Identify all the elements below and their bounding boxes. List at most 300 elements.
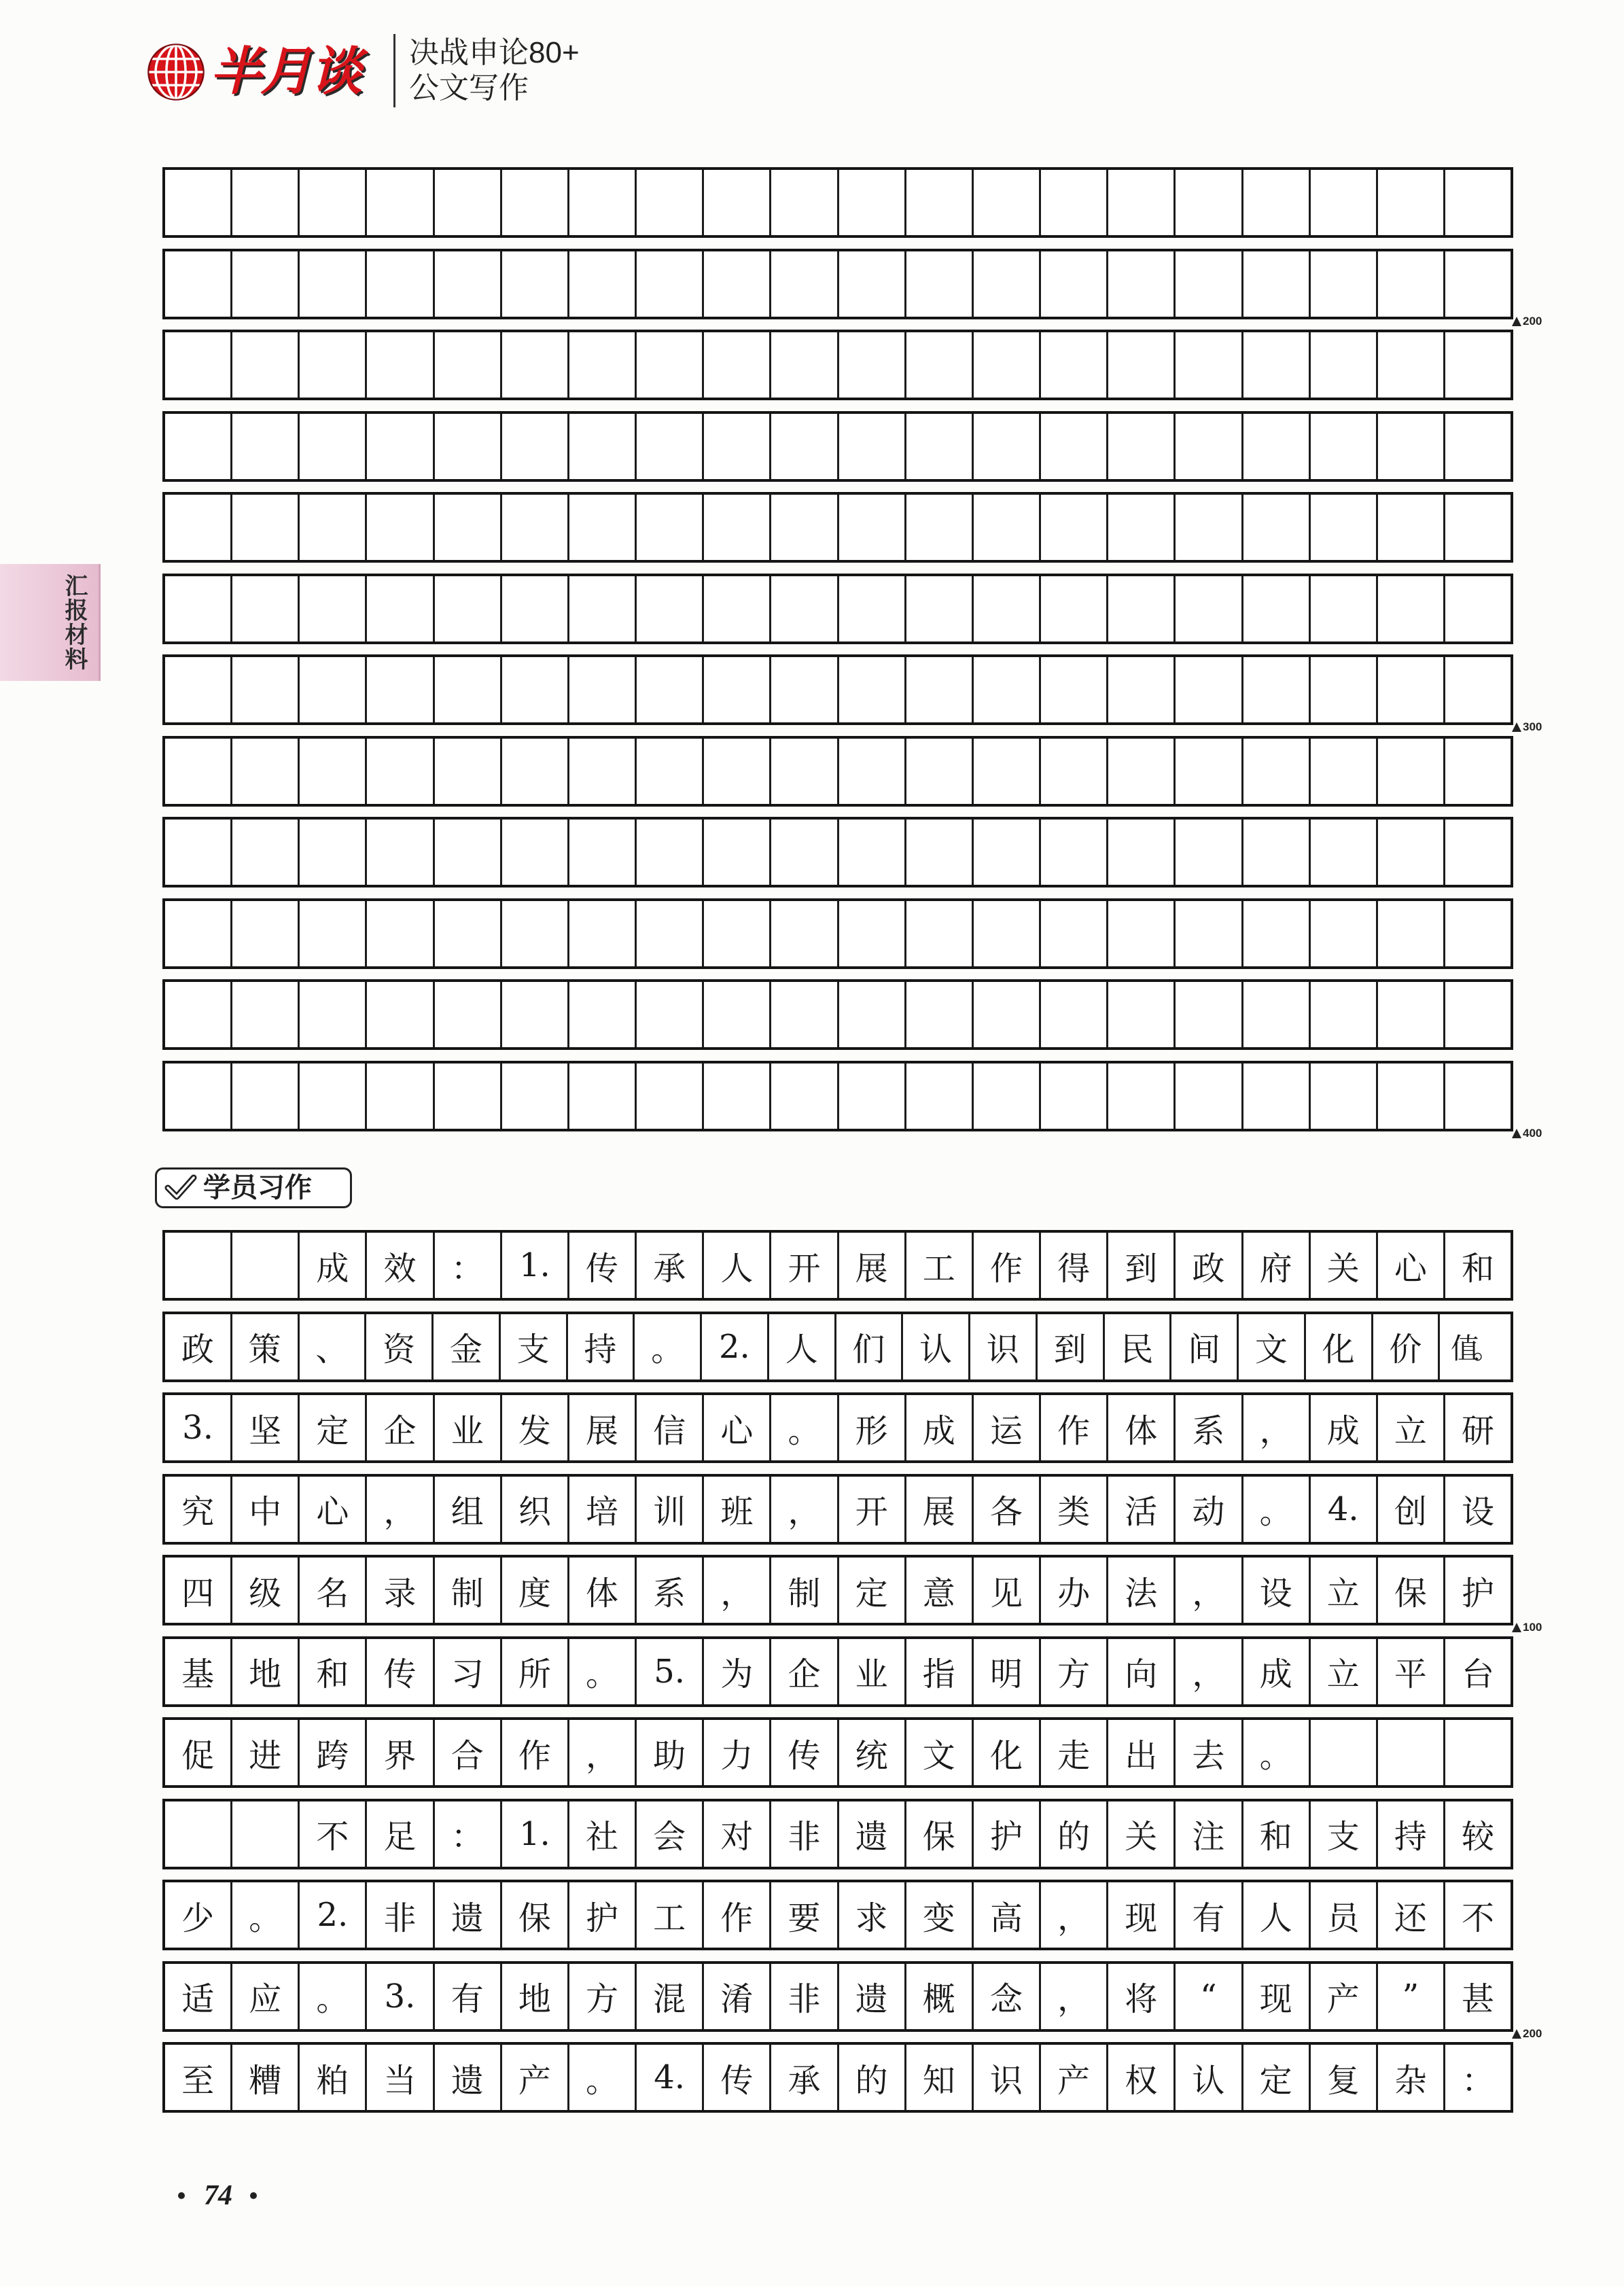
grid-cell: 地 <box>500 1964 567 2029</box>
blank-cell <box>702 820 769 885</box>
grid-cell: 到 <box>1106 1233 1173 1298</box>
grid-cell: 文 <box>1237 1314 1304 1379</box>
blank-cell <box>1173 820 1241 885</box>
grid-cell: ： <box>1443 2045 1511 2110</box>
grid-cell: 究 <box>181 1493 215 1531</box>
blank-cell <box>230 576 298 641</box>
grid-cell: 展 <box>567 1395 635 1460</box>
page-number-dot-left <box>178 2192 185 2199</box>
logo-text: 半月谈 <box>210 43 361 101</box>
grid-cell: 习 <box>433 1639 500 1704</box>
grid-cell: 开 <box>837 1477 904 1542</box>
grid-row <box>162 1636 1513 1707</box>
grid-cell: 3. <box>182 1409 213 1447</box>
grid-cell: 念 <box>972 1964 1039 2029</box>
blank-cell <box>635 820 702 885</box>
blank-cell <box>433 1063 500 1129</box>
blank-cell <box>1039 414 1106 479</box>
grid-cell: 现 <box>1106 1882 1173 1948</box>
grid-cell: 求 <box>837 1882 904 1948</box>
blank-cell <box>1241 901 1309 966</box>
grid-cell: 到 <box>1036 1314 1103 1379</box>
blank-cell <box>298 1063 365 1129</box>
grid-cell: 认 <box>1173 2045 1241 2110</box>
grid-cell: 适 <box>181 1980 215 2018</box>
grid-cell: 工 <box>904 1233 972 1298</box>
blank-cell <box>500 901 567 966</box>
grid-cell: ， <box>702 1558 769 1623</box>
blank-cell <box>1241 576 1309 641</box>
blank-cell <box>230 739 298 804</box>
grid-row <box>162 1312 1513 1382</box>
triangle-up-icon <box>1512 2029 1521 2039</box>
char-count-label: 200 <box>1523 314 1542 328</box>
blank-cell <box>837 901 904 966</box>
blank-cell <box>1376 495 1443 560</box>
blank-cell <box>635 332 702 398</box>
grid-cell: 办 <box>1039 1558 1106 1623</box>
blank-cell <box>837 332 904 398</box>
blank-cell <box>1309 332 1376 398</box>
blank-cell <box>1443 495 1511 560</box>
blank-cell <box>230 495 298 560</box>
blank-cell <box>1241 739 1309 804</box>
blank-cell <box>972 657 1039 722</box>
blank-cell <box>1376 982 1443 1047</box>
blank-cell <box>1443 170 1511 235</box>
grid-cell: 非 <box>365 1882 432 1948</box>
blank-cell <box>1039 1063 1106 1129</box>
blank-cell <box>702 251 769 317</box>
blank-cell <box>972 820 1039 885</box>
blank-cell <box>769 1063 836 1129</box>
grid-cell: 开 <box>769 1233 836 1298</box>
grid-cell: ： <box>433 1233 500 1298</box>
blank-cell <box>298 657 365 722</box>
blank-cell <box>1241 170 1309 235</box>
blank-cell <box>1039 251 1106 317</box>
grid-cell: 价 <box>1371 1314 1438 1379</box>
grid-cell: 。 <box>1241 1720 1309 1785</box>
grid-row <box>162 1799 1513 1869</box>
blank-cell <box>1039 576 1106 641</box>
blank-cell <box>298 332 365 398</box>
blank-cell <box>230 332 298 398</box>
blank-cell <box>230 414 298 479</box>
blank-cell <box>702 657 769 722</box>
blank-cell <box>635 170 702 235</box>
grid-cell: ， <box>1241 1395 1309 1460</box>
blank-cell <box>1106 739 1173 804</box>
blank-cell <box>1106 657 1173 722</box>
grid-cell: 作 <box>702 1882 769 1948</box>
blank-cell <box>165 576 230 641</box>
grid-cell: 关 <box>1309 1233 1376 1298</box>
blank-cell <box>1309 170 1376 235</box>
grid-cell: 支 <box>499 1314 566 1379</box>
grid-cell: 承 <box>769 2045 836 2110</box>
grid-cell: ， <box>567 1720 635 1785</box>
blank-cell <box>230 901 298 966</box>
blank-cell <box>1241 1063 1309 1129</box>
student-essay-grid <box>162 1230 1542 2113</box>
blank-cell <box>1106 332 1173 398</box>
grid-cell: 名 <box>298 1558 365 1623</box>
blank-cell <box>1173 251 1241 317</box>
blank-cell <box>904 739 972 804</box>
grid-row <box>162 736 1513 807</box>
blank-cell <box>702 576 769 641</box>
grid-cell: 护 <box>1443 1558 1511 1623</box>
blank-cell <box>635 495 702 560</box>
blank-cell <box>1106 414 1173 479</box>
grid-cell: 社 <box>567 1801 635 1867</box>
blank-cell <box>1106 1063 1173 1129</box>
grid-cell: 工 <box>635 1882 702 1948</box>
grid-cell: 不 <box>1443 1882 1511 1948</box>
grid-cell: 作 <box>1039 1395 1106 1460</box>
blank-cell <box>635 901 702 966</box>
grid-cell: 成 <box>1309 1395 1376 1460</box>
blank-cell <box>500 1063 567 1129</box>
blank-cell <box>904 576 972 641</box>
blank-cell <box>500 170 567 235</box>
blank-cell <box>1039 170 1106 235</box>
grid-cell: 界 <box>365 1720 432 1785</box>
blank-cell <box>433 739 500 804</box>
blank-cell <box>165 901 230 966</box>
blank-cell <box>837 820 904 885</box>
grid-cell: 业 <box>837 1639 904 1704</box>
grid-cell: 持 <box>566 1314 633 1379</box>
blank-cell <box>1039 739 1106 804</box>
blank-cell <box>702 170 769 235</box>
blank-cell <box>1376 251 1443 317</box>
grid-cell: 粕 <box>298 2045 365 2110</box>
grid-cell: 保 <box>904 1801 972 1867</box>
blank-cell <box>1241 820 1309 885</box>
grid-cell: 作 <box>500 1720 567 1785</box>
blank-cell <box>365 982 432 1047</box>
grid-cell: 应 <box>230 1964 298 2029</box>
grid-cell: 促 <box>181 1736 215 1775</box>
blank-cell <box>500 251 567 317</box>
blank-cell <box>567 414 635 479</box>
blank-cell <box>165 495 230 560</box>
grid-cell: 复 <box>1309 2045 1376 2110</box>
blank-cell <box>230 170 298 235</box>
blank-cell <box>635 414 702 479</box>
blank-cell <box>904 901 972 966</box>
blank-cell <box>1443 332 1511 398</box>
grid-cell: 间 <box>1169 1314 1237 1379</box>
blank-cell <box>1106 495 1173 560</box>
globe-icon <box>146 42 206 102</box>
blank-cell <box>1106 251 1173 317</box>
grid-cell: 四 <box>181 1574 215 1613</box>
grid-cell: 合 <box>433 1720 500 1785</box>
grid-cell: 类 <box>1039 1477 1106 1542</box>
blank-cell <box>972 495 1039 560</box>
blank-cell <box>1309 414 1376 479</box>
grid-cell: 产 <box>500 2045 567 2110</box>
section-badge <box>155 1167 352 1208</box>
blank-cell <box>298 414 365 479</box>
grid-cell: 和 <box>1241 1801 1309 1867</box>
grid-row <box>162 330 1513 400</box>
grid-cell <box>165 1801 230 1867</box>
grid-cell: 保 <box>1376 1558 1443 1623</box>
grid-cell: 资 <box>364 1314 431 1379</box>
blank-cell <box>1039 982 1106 1047</box>
blank-cell <box>500 495 567 560</box>
grid-cell: 识 <box>972 2045 1039 2110</box>
grid-cell: 护 <box>972 1801 1039 1867</box>
blank-cell <box>1443 1063 1511 1129</box>
grid-cell: 展 <box>837 1233 904 1298</box>
grid-cell: 。 <box>1241 1477 1309 1542</box>
blank-cell <box>1039 332 1106 398</box>
grid-cell: 动 <box>1173 1477 1241 1542</box>
char-count-label: 200 <box>1523 2026 1542 2040</box>
blank-cell <box>298 901 365 966</box>
blank-cell <box>837 170 904 235</box>
grid-row <box>162 1880 1513 1950</box>
char-count-label: 400 <box>1523 1126 1542 1140</box>
blank-cell <box>769 739 836 804</box>
grid-cell: 立 <box>1309 1558 1376 1623</box>
blank-cell <box>298 170 365 235</box>
blank-cell <box>769 170 836 235</box>
grid-cell: 会 <box>635 1801 702 1867</box>
grid-cell: 支 <box>1309 1801 1376 1867</box>
grid-cell: 各 <box>972 1477 1039 1542</box>
blank-cell <box>365 657 432 722</box>
grid-cell: 传 <box>702 2045 769 2110</box>
blank-cell <box>567 251 635 317</box>
blank-cell <box>567 657 635 722</box>
grid-cell: ， <box>1039 1882 1106 1948</box>
grid-cell: 民 <box>1103 1314 1170 1379</box>
grid-cell: 。 <box>567 1639 635 1704</box>
grid-cell: 文 <box>904 1720 972 1785</box>
grid-cell: 和 <box>1443 1233 1511 1298</box>
blank-cell <box>904 982 972 1047</box>
blank-cell <box>165 1063 230 1129</box>
grid-cell: 。 <box>298 1964 365 2029</box>
grid-cell: 知 <box>904 2045 972 2110</box>
grid-cell: 指 <box>904 1639 972 1704</box>
grid-cell: 台 <box>1443 1639 1511 1704</box>
grid-cell: 注 <box>1173 1801 1241 1867</box>
triangle-up-icon <box>1512 1129 1521 1138</box>
blank-cell <box>165 414 230 479</box>
blank-cell <box>433 576 500 641</box>
grid-cell: 4. <box>635 2045 702 2110</box>
grid-cell: 承 <box>635 1233 702 1298</box>
grid-row <box>162 411 1513 482</box>
grid-cell: 对 <box>702 1801 769 1867</box>
grid-cell: 方 <box>1039 1639 1106 1704</box>
grid-row <box>162 1717 1513 1788</box>
blank-cell <box>1173 414 1241 479</box>
blank-cell <box>769 332 836 398</box>
blank-cell <box>972 576 1039 641</box>
grid-cell: 3. <box>365 1964 432 2029</box>
grid-cell: 制 <box>433 1558 500 1623</box>
grid-cell: 班 <box>702 1477 769 1542</box>
grid-cell: 得 <box>1039 1233 1106 1298</box>
grid-cell: 传 <box>365 1639 432 1704</box>
grid-cell: ， <box>1173 1639 1241 1704</box>
grid-cell: 活 <box>1106 1477 1173 1542</box>
grid-cell: 关 <box>1106 1801 1173 1867</box>
grid-cell: 策 <box>230 1314 298 1379</box>
grid-cell: 录 <box>365 1558 432 1623</box>
blank-cell <box>1039 657 1106 722</box>
grid-cell: ， <box>365 1477 432 1542</box>
grid-cell: ： <box>433 1801 500 1867</box>
blank-cell <box>1241 251 1309 317</box>
blank-cell <box>904 657 972 722</box>
grid-cell: 立 <box>1376 1395 1443 1460</box>
grid-cell: 保 <box>500 1882 567 1948</box>
blank-cell <box>1173 739 1241 804</box>
grid-cell: 为 <box>702 1639 769 1704</box>
blank-cell <box>365 332 432 398</box>
blank-cell <box>837 251 904 317</box>
blank-cell <box>500 739 567 804</box>
grid-cell: 产 <box>1039 2045 1106 2110</box>
char-count-marker <box>1512 1621 1542 1634</box>
blank-cell <box>433 414 500 479</box>
blank-cell <box>837 1063 904 1129</box>
blank-cell <box>904 1063 972 1129</box>
grid-cell: 基 <box>181 1655 215 1693</box>
blank-cell <box>1039 820 1106 885</box>
blank-cell <box>702 901 769 966</box>
grid-cell: 创 <box>1376 1477 1443 1542</box>
grid-cell: 研 <box>1443 1395 1511 1460</box>
grid-cell: 2. <box>298 1882 365 1948</box>
grid-cell: 地 <box>230 1639 298 1704</box>
blank-writing-grid <box>162 167 1542 1140</box>
blank-cell <box>769 495 836 560</box>
blank-cell <box>298 576 365 641</box>
grid-cell <box>1376 1720 1443 1785</box>
blank-cell <box>433 170 500 235</box>
blank-cell <box>433 495 500 560</box>
grid-cell: 出 <box>1106 1720 1173 1785</box>
grid-cell: 中 <box>230 1477 298 1542</box>
grid-cell: 见 <box>972 1558 1039 1623</box>
grid-cell: 有 <box>1173 1882 1241 1948</box>
blank-cell <box>635 739 702 804</box>
blank-cell <box>567 495 635 560</box>
grid-cell: 。 <box>633 1314 700 1379</box>
blank-cell <box>1376 414 1443 479</box>
grid-cell: 不 <box>298 1801 365 1867</box>
page-number-text: 74 <box>204 2180 232 2211</box>
blank-cell <box>567 739 635 804</box>
grid-cell: 所 <box>500 1639 567 1704</box>
grid-row <box>162 898 1513 969</box>
grid-cell: 设 <box>1443 1477 1511 1542</box>
blank-cell <box>769 982 836 1047</box>
section-badge-label: 学员习作 <box>203 1173 312 1203</box>
grid-cell: 立 <box>1309 1639 1376 1704</box>
triangle-up-icon <box>1512 1623 1521 1632</box>
blank-cell <box>972 170 1039 235</box>
blank-cell <box>365 576 432 641</box>
grid-cell: 遗 <box>433 2045 500 2110</box>
grid-cell: 概 <box>904 1964 972 2029</box>
blank-cell <box>433 982 500 1047</box>
blank-cell <box>1173 982 1241 1047</box>
grid-cell: 2. <box>700 1314 767 1379</box>
grid-row <box>162 574 1513 644</box>
grid-row <box>162 1555 1542 1634</box>
blank-cell <box>567 820 635 885</box>
grid-cell: 护 <box>567 1882 635 1948</box>
page-number-dot-right <box>250 2192 257 2199</box>
grid-cell: 跨 <box>298 1720 365 1785</box>
grid-cell: 传 <box>567 1233 635 1298</box>
blank-cell <box>1241 657 1309 722</box>
blank-cell <box>1173 657 1241 722</box>
header-divider <box>393 34 395 107</box>
blank-cell <box>702 332 769 398</box>
char-count-marker <box>1512 1127 1542 1140</box>
grid-cell: 化 <box>1304 1314 1371 1379</box>
grid-cell: 甚 <box>1443 1964 1511 2029</box>
grid-cell: 要 <box>769 1882 836 1948</box>
grid-cell: ， <box>769 1477 836 1542</box>
blank-cell <box>1309 657 1376 722</box>
grid-cell: 坚 <box>230 1395 298 1460</box>
blank-cell <box>1106 820 1173 885</box>
grid-row <box>162 1230 1513 1301</box>
char-count-marker <box>1512 721 1542 733</box>
grid-cell: 走 <box>1039 1720 1106 1785</box>
blank-cell <box>702 495 769 560</box>
grid-cell: 1. <box>500 1801 567 1867</box>
grid-cell: 。 <box>230 1882 298 1948</box>
blank-cell <box>365 414 432 479</box>
grid-cell: 们 <box>834 1314 902 1379</box>
grid-cell: 业 <box>433 1395 500 1460</box>
grid-cell: 的 <box>1039 1801 1106 1867</box>
grid-cell: 级 <box>230 1558 298 1623</box>
blank-cell <box>635 982 702 1047</box>
char-count-label: 100 <box>1523 1621 1542 1634</box>
blank-cell <box>1241 982 1309 1047</box>
chapter-side-tab <box>0 564 101 681</box>
blank-cell <box>1241 414 1309 479</box>
blank-cell <box>365 901 432 966</box>
grid-cell: 设 <box>1241 1558 1309 1623</box>
grid-cell: 平 <box>1376 1639 1443 1704</box>
grid-cell: 政 <box>1173 1233 1241 1298</box>
blank-cell <box>298 982 365 1047</box>
blank-cell <box>165 982 230 1047</box>
grid-cell: 度 <box>500 1558 567 1623</box>
blank-cell <box>972 739 1039 804</box>
blank-cell <box>702 1063 769 1129</box>
grid-cell: ” <box>1376 1964 1443 2029</box>
grid-cell: 心 <box>702 1395 769 1460</box>
blank-cell <box>1376 576 1443 641</box>
